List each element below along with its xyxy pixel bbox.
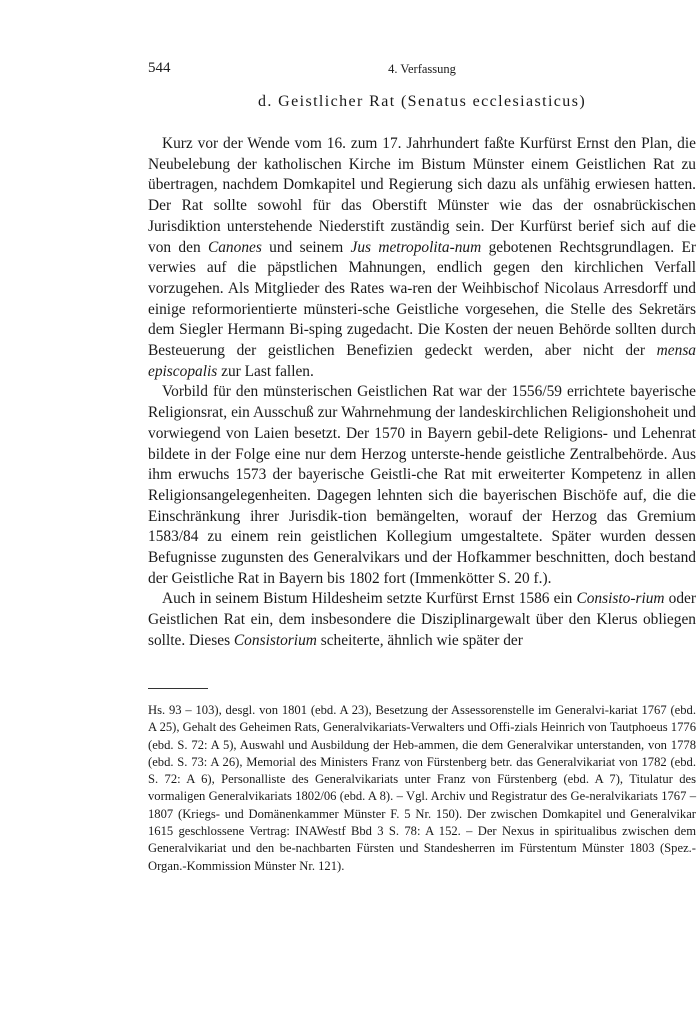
italic-term: Consisto-rium bbox=[576, 590, 665, 608]
text-run: Vorbild für den münsterischen Geistlichen Rat war der 1556/59 errichtete bayerische Religionsrat, ein Ausschuß zur Wahrnehmung der landeskirchlichen Religionshoheit und vorwiegend von Laien besetzt. Der 1570 in Bayern gebil-dete Religions- und Lehenrat bildete in der Folge eine nur dem Herzog unterste-hende geistliche Zentralbehörde. Aus ihm erwuchs 1573 der bayerische Geistli-che Rat mit erweiterter Kompetenz in allen Religionsangelegenheiten. Dagegen lehnten sich die bayerischen Bischöfe auf, die die Einschränkung ihrer Jurisdik-tion bemängelten, worauf der Herzog das Gremium 1583/84 zu einem rein geistlichen Kollegium umgestaltete. Später wurden dessen Befugnisse zugunsten des Generalvikars und der Hofkammer beschnitten, doch bestand der Geistliche Rat in Bayern bis 1802 fort (Immenkötter S. 20 f.). bbox=[148, 383, 696, 587]
italic-term: Jus metropolita-num bbox=[350, 238, 482, 256]
text-run: Auch in seinem Bistum Hildesheim setzte Kurfürst Ernst 1586 ein bbox=[162, 590, 577, 608]
running-title: 4. Verfassung bbox=[388, 62, 456, 76]
italic-term: Consistorium bbox=[233, 631, 317, 649]
text-run: zur Last fallen. bbox=[217, 362, 314, 380]
paragraph bbox=[148, 382, 696, 589]
paragraph bbox=[148, 134, 696, 382]
paragraph bbox=[148, 589, 696, 651]
page-number: 544 bbox=[148, 60, 171, 76]
text-run: oder Geistlichen Rat ein, dem insbesondere die Disziplinargewalt über den Klerus obliegen sollte. Dieses bbox=[148, 590, 696, 649]
section-heading: d. Geistlicher Rat (Senatus ecclesiasticus) bbox=[257, 93, 587, 110]
italic-term: Canones bbox=[207, 238, 262, 256]
text-run: und seinem bbox=[261, 238, 351, 256]
footnote-separator bbox=[148, 688, 208, 689]
body-text bbox=[148, 134, 696, 652]
text-run: Kurz vor der Wende vom 16. zum 17. Jahrhundert faßte Kurfürst Ernst den Plan, die Neubelebung der katholischen Kirche im Bistum Münster einem Geistlichen Rat zu übertragen, nachdem Domkapitel und Regierung sich dazu als unfähig erwiesen hatten. Der Rat sollte sowohl für das Oberstift Münster wie das der osnabrückischen Jurisdiktion unterstehende Niederstift zuständig sein. Der Kurfürst berief sich auf die von den bbox=[148, 135, 696, 256]
page-header bbox=[148, 60, 696, 80]
italic-term: mensa episcopalis bbox=[148, 342, 696, 380]
text-run: scheiterte, ähnlich wie später der bbox=[316, 631, 523, 649]
footnote: Hs. 93 – 103), desgl. von 1801 (ebd. A 23), Besetzung der Assessorenstelle im Generalvi-kariat 1767 (ebd. A 25), Gehalt des Geheimen Rats, Generalvikariats-Verwalters und Offi-zials Heinrich von Tautphoeus 1776 (ebd. S. 72: A 5), Auswahl und Ausbildung der Heb-ammen, die dem Generalvikar unterstanden, von 1778 (ebd. S. 73: A 26), Memorial des Ministers Franz von Fürstenberg betr. das Generalvikariat von 1782 (ebd. S. 72: A 6), Personalliste des Generalvikariats unter Franz von Fürstenberg (ebd. A 7), Titulatur des vormaligen Generalvikariats 1802/06 (ebd. A 8). – Vgl. Archiv und Registratur des Ge-neralvikariats 1767 – 1807 (Kriegs- und Domänenkammer Münster F. 5 Nr. 150). Der zwischen Domkapitel und Generalvikar 1615 geschlossene Vertrag: INAWestf Bbd 3 S. 78: A 152. – Der Nexus in spiritualibus zwischen dem Generalvikariat und den be-nachbarten Fürsten und Standesherren im Fürstentum Münster 1803 (Spez.-Organ.-Kommission Münster Nr. 121). bbox=[148, 703, 696, 873]
text-run: gebotenen Rechtsgrundlagen. Er verwies auf die päpstlichen Mahnungen, endlich gegen den kirchlichen Verfall vorzugehen. Als Mitglieder des Rates wa-ren der Weihbischof Nicolaus Arresdorff und einige reformorientierte münsteri-sche Geistliche vorgesehen, die Stelle des Sekretärs dem Siegler Hermann Bi-sping zugedacht. Die Kosten der neuen Behörde sollten durch Besteuerung der geistlichen Benefizien gedeckt werden, aber nicht der bbox=[148, 238, 696, 360]
